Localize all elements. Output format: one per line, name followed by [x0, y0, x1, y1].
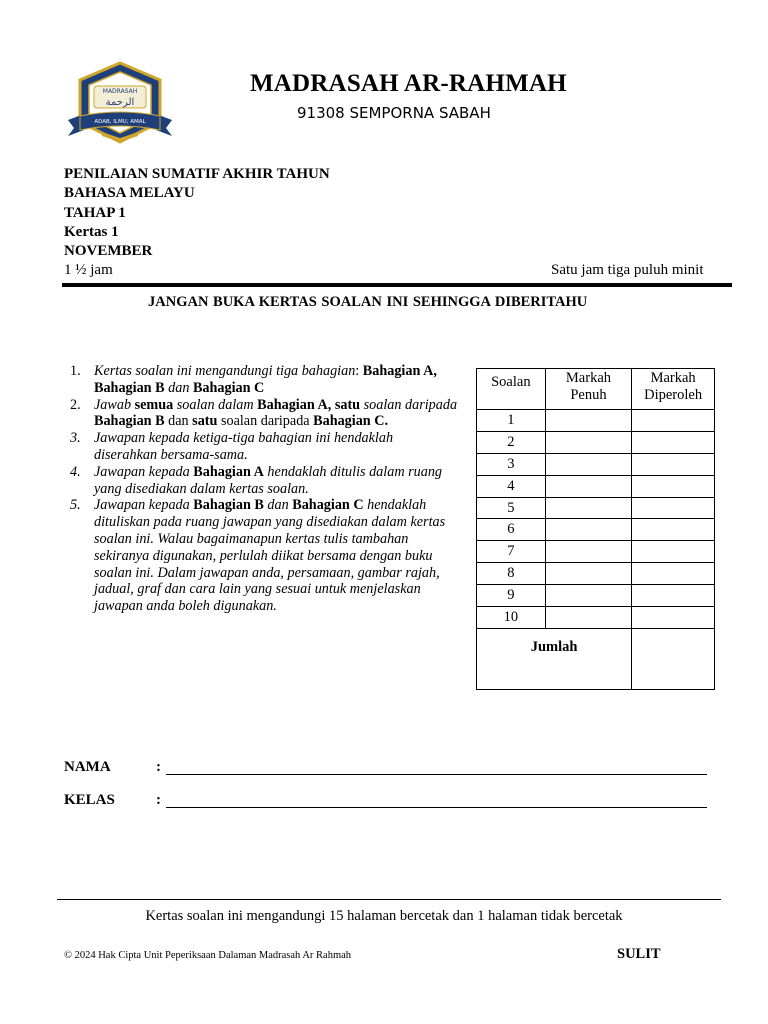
- instruction-item: 5. Jawapan kepada Bahagian B dan Bahagian C hendaklah dituliskan pada ruang jawapan yang disediakan dalam kertas soalan ini. Walau bagaimanapun kertas tulis tambahan sekiranya digunakan, perlulah diikat bersama dengan buku soalan ini. Dalam jawapan anda, persamaan, gambar rajah, jadual, graf dan cara lain yang sesuai untuk menjelaskan jawapan anda boleh digunakan.: [70, 497, 446, 615]
- school-logo: [64, 60, 176, 150]
- logo-emblem-icon: [64, 60, 176, 150]
- name-label: NAMA: [64, 759, 111, 775]
- full-marks-cell: [545, 453, 632, 475]
- class-field[interactable]: [166, 807, 707, 808]
- class-label: KELAS: [64, 792, 115, 808]
- marks-obtained-cell: [632, 541, 715, 563]
- marks-obtained-cell: [632, 431, 715, 453]
- marks-obtained-cell: [632, 475, 715, 497]
- marks-obtained-cell: [632, 410, 715, 432]
- question-number: 2: [477, 431, 546, 453]
- class-colon: :: [156, 792, 161, 808]
- total-marks-cell: [632, 628, 715, 689]
- marks-obtained-cell: [632, 563, 715, 585]
- full-marks-cell: [545, 410, 632, 432]
- full-marks-cell: [545, 475, 632, 497]
- instructions-list: [64, 363, 459, 615]
- question-number: 5: [477, 497, 546, 519]
- level-title: TAHAP 1: [64, 205, 126, 221]
- duration: 1 ½ jam: [64, 262, 113, 278]
- table-row: [477, 453, 715, 475]
- full-marks-cell: [545, 541, 632, 563]
- table-row: [477, 475, 715, 497]
- table-row: [477, 431, 715, 453]
- table-row: [477, 541, 715, 563]
- full-marks-cell: [545, 431, 632, 453]
- question-number: 7: [477, 541, 546, 563]
- question-number: 8: [477, 563, 546, 585]
- marks-obtained-cell: [632, 585, 715, 607]
- table-row: [477, 563, 715, 585]
- warning-notice: JANGAN BUKA KERTAS SOALAN INI SEHINGGA DIBERITAHU: [148, 294, 588, 310]
- footer-divider: [57, 899, 721, 900]
- svg-text:ADAB, ILMU, AMAL: ADAB, ILMU, AMAL: [94, 119, 146, 125]
- table-row: [477, 519, 715, 541]
- marks-obtained-cell: [632, 519, 715, 541]
- column-header-question: Soalan: [477, 369, 546, 410]
- question-number: 10: [477, 607, 546, 629]
- marks-obtained-cell: [632, 453, 715, 475]
- score-table-header: [477, 369, 715, 410]
- marks-obtained-cell: [632, 607, 715, 629]
- subject-title: BAHASA MELAYU: [64, 185, 195, 201]
- question-number: 1: [477, 410, 546, 432]
- table-row: [477, 585, 715, 607]
- classification-label: SULIT: [617, 946, 661, 962]
- instruction-item: 1. Kertas soalan ini mengandungi tiga bahagian: Bahagian A, Bahagian B dan Bahagian C: [70, 363, 437, 396]
- full-marks-cell: [545, 497, 632, 519]
- instruction-item: 4. Jawapan kepada Bahagian A hendaklah ditulis dalam ruang yang disediakan dalam kertas soalan.: [70, 463, 443, 497]
- duration-words: Satu jam tiga puluh minit: [551, 262, 704, 278]
- svg-text:MADRASAH: MADRASAH: [102, 88, 138, 95]
- instruction-item: 3. Jawapan kepada ketiga-tiga bahagian ini hendaklah diserahkan bersama-sama.: [70, 430, 394, 463]
- school-name: MADRASAH AR-RAHMAH: [250, 70, 567, 97]
- page-count-note: Kertas soalan ini mengandungi 15 halaman bercetak dan 1 halaman tidak bercetak: [145, 908, 623, 924]
- column-header-marks-obtained: Markah Diperoleh: [632, 369, 715, 410]
- question-number: 9: [477, 585, 546, 607]
- question-number: 3: [477, 453, 546, 475]
- table-row: [477, 410, 715, 432]
- assessment-title: PENILAIAN SUMATIF AKHIR TAHUN: [64, 166, 330, 182]
- score-table: [476, 368, 715, 690]
- total-label: Jumlah: [477, 628, 632, 689]
- column-header-full-marks: Markah Penuh: [545, 369, 632, 410]
- question-number: 6: [477, 519, 546, 541]
- full-marks-cell: [545, 519, 632, 541]
- month-title: NOVEMBER: [64, 243, 153, 259]
- paper-title: Kertas 1: [64, 224, 119, 240]
- total-row: [477, 628, 715, 689]
- full-marks-cell: [545, 563, 632, 585]
- header-divider: [62, 283, 732, 287]
- instruction-item: 2. Jawab semua soalan dalam Bahagian A, satu soalan daripada Bahagian B dan satu soalan daripada Bahagian C.: [70, 396, 458, 430]
- school-address: 91308 SEMPORNA SABAH: [297, 104, 491, 122]
- full-marks-cell: [545, 607, 632, 629]
- copyright-notice: © 2024 Hak Cipta Unit Peperiksaan Dalaman Madrasah Ar Rahmah: [64, 950, 352, 961]
- question-number: 4: [477, 475, 546, 497]
- name-field[interactable]: [166, 774, 707, 775]
- svg-text:الرحمة: الرحمة: [105, 97, 135, 108]
- full-marks-cell: [545, 585, 632, 607]
- name-colon: :: [156, 759, 161, 775]
- table-row: [477, 607, 715, 629]
- marks-obtained-cell: [632, 497, 715, 519]
- table-row: [477, 497, 715, 519]
